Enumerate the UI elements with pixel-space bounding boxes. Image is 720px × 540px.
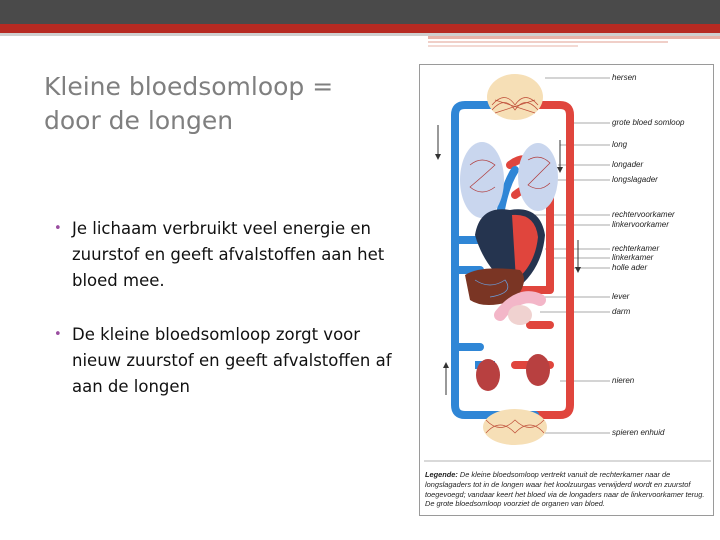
label-longslagader: longslagader xyxy=(612,175,658,184)
accent-line xyxy=(428,36,720,39)
accent-line xyxy=(428,45,578,47)
bullet-item xyxy=(52,216,402,294)
label-hersen: hersen xyxy=(612,73,637,82)
legend-prefix: Legende: xyxy=(425,470,458,479)
label-darm: darm xyxy=(612,307,631,316)
bullet-dot-icon: • xyxy=(54,221,62,236)
slide-title-line-1: Kleine bloedsomloop = xyxy=(44,72,334,101)
kidney-right xyxy=(526,354,550,386)
label-linkerkamer: linkerkamer xyxy=(612,253,654,262)
left-lung-shape xyxy=(460,142,504,218)
right-lung-shape xyxy=(518,143,558,211)
bullet-text: De kleine bloedsomloop zorgt voor nieuw zuurstof en geeft afvalstoffen af aan de longen xyxy=(72,325,392,396)
label-linkervoorkamer: linkervoorkamer xyxy=(612,220,669,229)
label-nieren: nieren xyxy=(612,376,635,385)
accent-line xyxy=(428,41,668,43)
legend-text: De kleine bloedsomloop vertrekt vanuit de rechterkamer naar de longslagaders tot in de longen waar het koolzuurgas verwijderd wordt en zuurstof toegevoegd; vandaar keert het bloed via de longaders naar de linkervoorkamer terug. De grote bloedsomloop voorziet de organen van bloed. xyxy=(425,470,705,509)
label-long: long xyxy=(612,140,628,149)
circulation-diagram xyxy=(419,64,714,516)
slide-title-line-2: door de longen xyxy=(44,106,234,135)
figure-legend xyxy=(425,470,710,509)
label-grote-bloed-somloop: grote bloed somloop xyxy=(612,118,685,127)
slide-title xyxy=(44,70,404,138)
label-spieren-enhuid: spieren enhuid xyxy=(612,428,665,437)
label-lever: lever xyxy=(612,292,630,301)
bullet-dot-icon: • xyxy=(54,327,62,342)
bullet-text: Je lichaam verbruikt veel energie en zuurstof en geeft afvalstoffen aan het bloed mee. xyxy=(72,219,385,290)
label-rechterkamer: rechterkamer xyxy=(612,244,660,253)
header-bar-dark xyxy=(0,0,720,24)
intestine-capillaries xyxy=(508,305,532,325)
circulation-diagram-svg xyxy=(420,65,715,517)
label-rechtervoorkamer: rechtervoorkamer xyxy=(612,210,675,219)
label-holle-ader: holle ader xyxy=(612,263,648,272)
header-bar-red xyxy=(0,24,720,33)
label-longader: longader xyxy=(612,160,644,169)
kidney-left xyxy=(476,359,500,391)
bullet-list xyxy=(52,216,402,428)
bullet-item xyxy=(52,322,402,400)
